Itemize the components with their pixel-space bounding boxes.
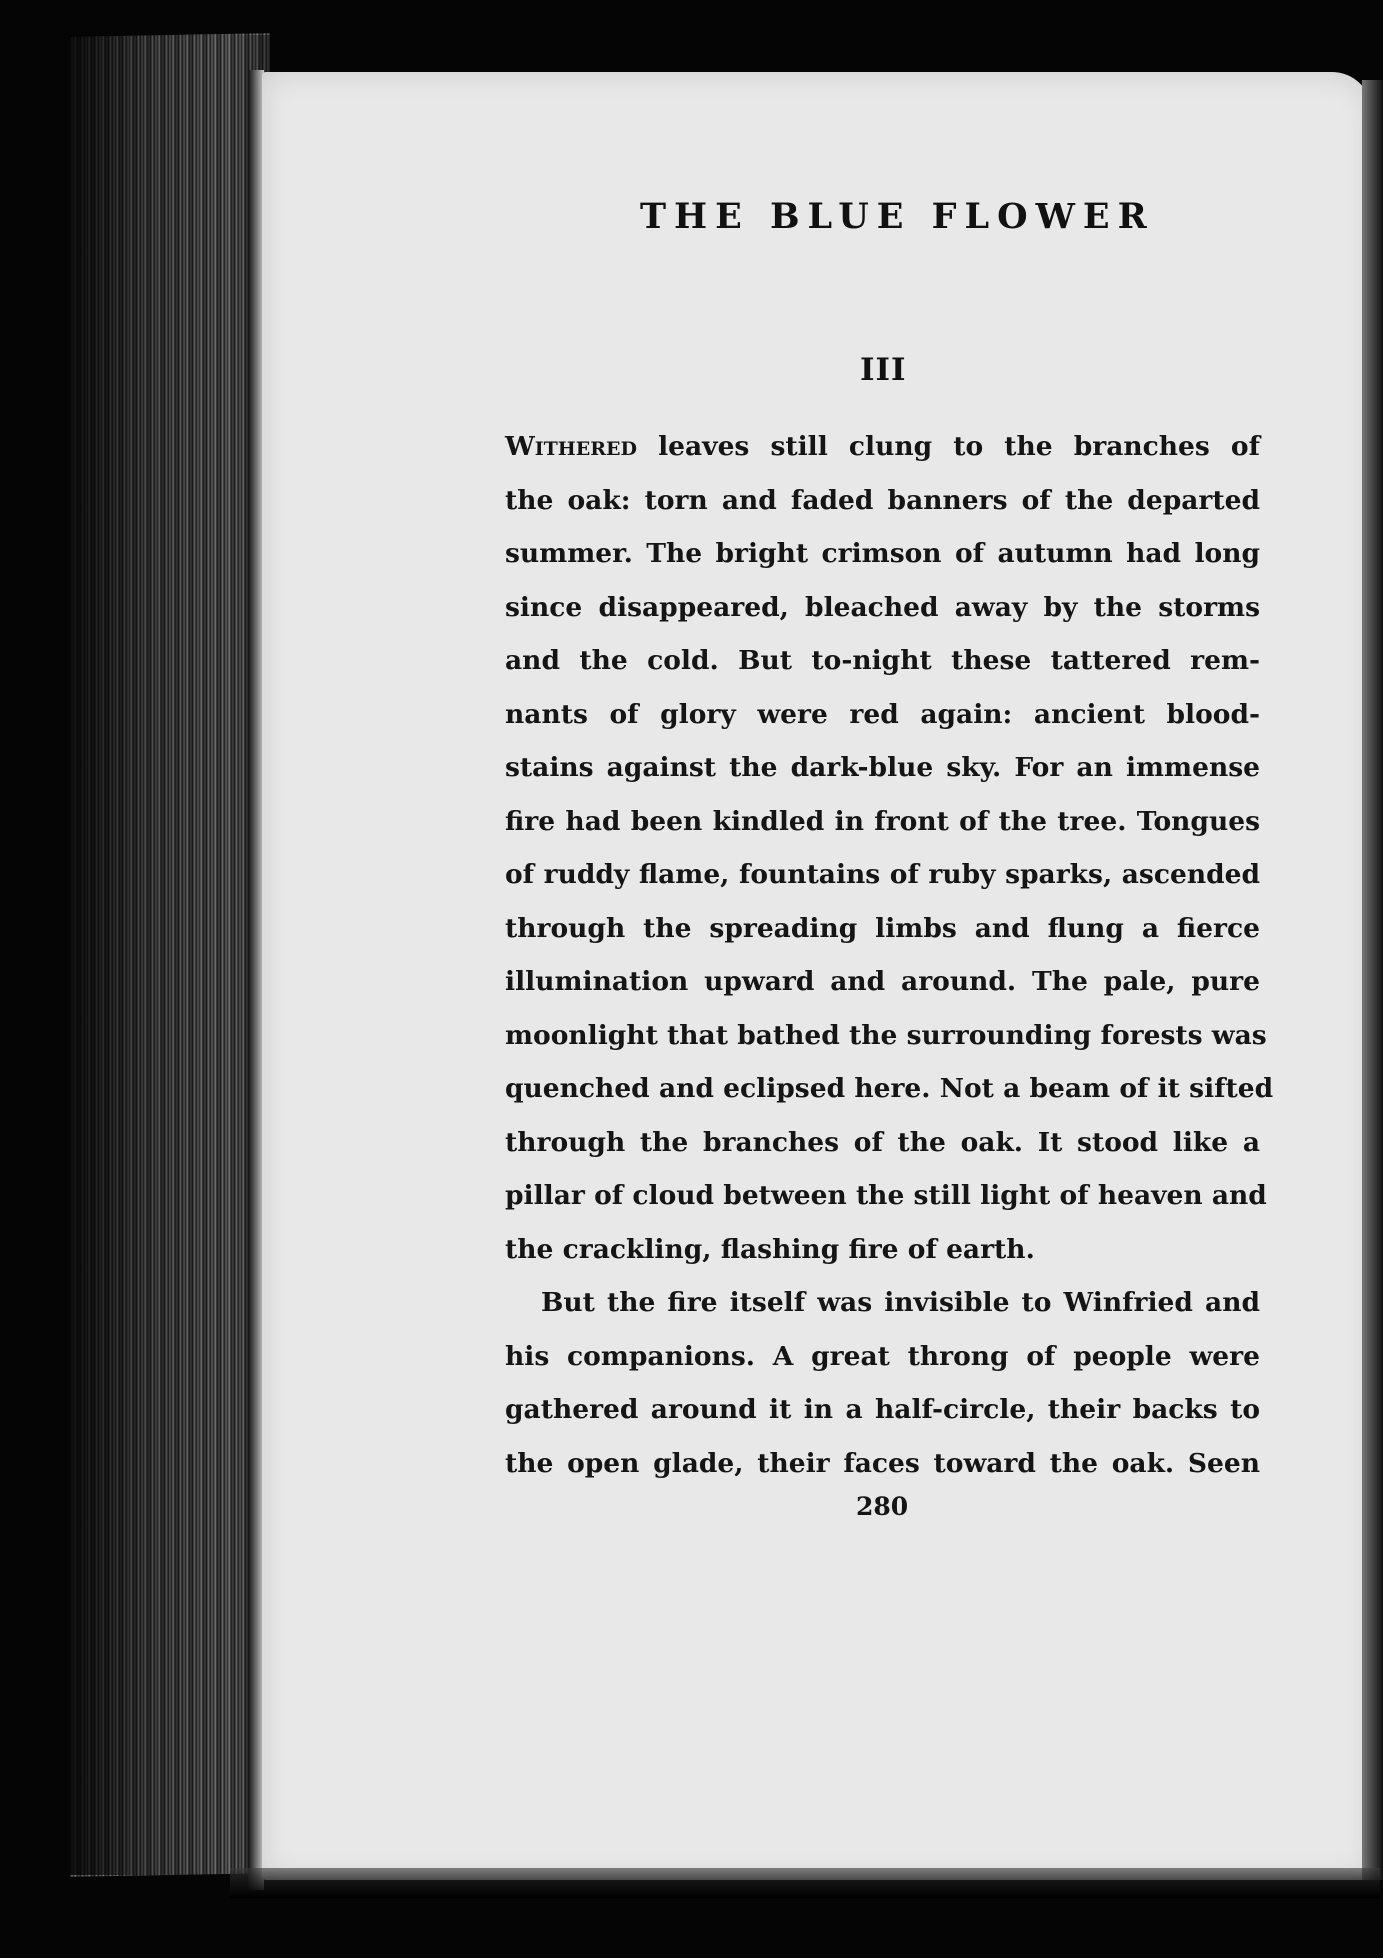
text-line: the crackling, flashing fire of earth. (505, 1233, 1035, 1265)
paragraph-2 (505, 1276, 1260, 1490)
text-line: pillar of cloud between the still light of heaven and (505, 1180, 1267, 1211)
text-line: and the cold. But to-night these tattered rem- (505, 645, 1260, 676)
text-line: his companions. A great throng of people were (505, 1340, 1260, 1372)
text-line (505, 420, 1260, 474)
text-line: stains against the dark-blue sky. For an immense (505, 752, 1260, 783)
text-line: But the fire itself was invisible to Winfried and (541, 1287, 1260, 1318)
text-line: since disappeared, bleached away by the storms (505, 591, 1260, 623)
text-line: gathered around it in a half-circle, their backs to (505, 1394, 1260, 1425)
text-line: quenched and eclipsed here. Not a beam of it sifted (505, 1073, 1274, 1104)
page-right-edge (1362, 80, 1383, 1880)
text-line: through the branches of the oak. It stood like a (505, 1126, 1260, 1158)
text-line: moonlight that bathed the surrounding forests was (505, 1019, 1267, 1051)
text-line: the oak: torn and faded banners of the departed (505, 484, 1260, 516)
fore-edge-shadow (70, 35, 270, 1875)
text-line: illumination upward and around. The pale, pure (505, 966, 1260, 997)
page-bottom-shadow (230, 1868, 1380, 1898)
page-number: 280 (856, 1492, 909, 1521)
running-head: THE BLUE FLOWER (640, 196, 1155, 237)
text-line: of ruddy flame, fountains of ruby sparks, ascended (505, 859, 1260, 890)
drop-word: Withered (505, 431, 637, 462)
text-line: through the spreading limbs and flung a fierce (505, 912, 1260, 944)
text-line: fire had been kindled in front of the tree. Tongues (505, 805, 1260, 837)
paragraph-1 (505, 420, 1274, 1276)
text-line: summer. The bright crimson of autumn had long (505, 538, 1260, 569)
text-line: nants of glory were red again: ancient blood- (505, 698, 1260, 730)
line-text: leaves still clung to the branches of (636, 431, 1260, 462)
text-line: the open glade, their faces toward the oak. Seen (505, 1447, 1260, 1479)
chapter-number: III (860, 352, 907, 388)
body-text (505, 420, 1274, 1490)
